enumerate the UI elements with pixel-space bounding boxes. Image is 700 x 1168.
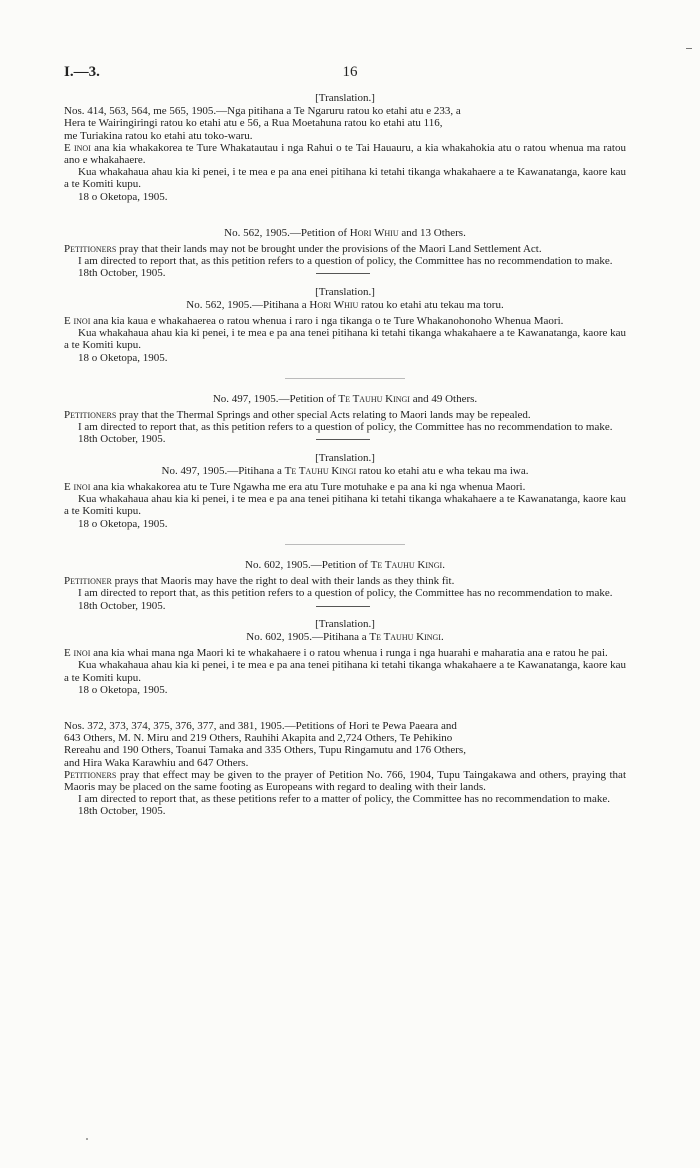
section-title: No. 497, 1905.—Petition of Te Tauhu Kingi and 49 Others. xyxy=(212,392,478,405)
date-line: 18th October, 1905. xyxy=(78,599,166,612)
title-line: 643 Others, M. N. Miru and 219 Others, Rauhihi Akapita and 2,724 Others, Te Pehikino xyxy=(64,732,453,745)
paragraph xyxy=(64,315,626,327)
section-title: No. 602, 1905.—Petition of Te Tauhu Kingi. xyxy=(245,558,445,571)
paragraph-lead: E inoi xyxy=(64,141,91,154)
paragraph xyxy=(64,409,626,421)
petitioner-name: Hori Whiu xyxy=(349,226,399,239)
paragraph-text: pray that the Thermal Springs and other special Acts relating to Maori lands may be repealed. xyxy=(116,409,531,422)
paragraph-text: ana kia whakakorea atu te Ture Ngawha me era atu Ture motuhake e pa ana ki nga whenua Maori. xyxy=(90,481,526,494)
section-414-translation xyxy=(64,92,626,203)
date-line: 18 o Oketopa, 1905. xyxy=(78,517,168,530)
petitioner-name: Hori Whiu xyxy=(309,298,359,311)
section-562 xyxy=(64,227,626,364)
paragraph-lead: E inoi xyxy=(64,315,91,328)
page-content xyxy=(64,92,626,818)
paragraph xyxy=(64,587,626,599)
paragraph-text: Kua whakahaua ahau kia ki penei, i te mea e pa ana tenei pitihana ki tetahi tikanga whakahaere a te Kawanatanga, kaore kau a te Komiti kupu. xyxy=(64,327,626,352)
paragraph-lead: Petitioners xyxy=(64,243,117,256)
short-divider xyxy=(316,439,370,440)
title-line: me Turiakina ratou ko etahi atu toko-waru. xyxy=(64,129,253,142)
translation-title: No. 497, 1905.—Pitihana a Te Tauhu Kingi ratou ko etahi atu e wha tekau ma iwa. xyxy=(161,464,529,477)
page-number: 16 xyxy=(342,64,358,80)
date-line: 18th October, 1905. xyxy=(78,267,166,280)
section-title: No. 562, 1905.—Petition of Hori Whiu and 13 Others. xyxy=(224,226,466,239)
section-372-381 xyxy=(64,720,626,818)
paragraph-text: Kua whakahaua ahau kia ki penei, i te mea e pa ana enei pitihana ki tetahi tikanga whakahaere a te Kawanatanga, kaore kau a te Komiti kupu. xyxy=(64,166,626,191)
paragraph-text: prays that Maoris may have the right to deal with their lands as they think fit. xyxy=(111,575,455,588)
paragraph-text: pray that effect may be given to the prayer of Petition No. 766, 1904, Tupu Taingakawa and others, praying that Maoris may be placed on the same footing as Europeans with regard to dealing with their lands. xyxy=(64,768,626,793)
paragraph xyxy=(64,647,626,659)
paragraph xyxy=(64,659,626,683)
paragraph-lead: Petitioners xyxy=(64,409,117,422)
paragraph-lead: Petitioner xyxy=(64,575,112,588)
translation-label: [Translation.] xyxy=(315,92,375,104)
date-line: 18 o Oketopa, 1905. xyxy=(78,351,168,364)
paragraph-lead: Petitioners xyxy=(64,768,117,781)
section-497 xyxy=(64,393,626,530)
paragraph xyxy=(64,255,626,267)
paragraph xyxy=(64,142,626,166)
translation-title: No. 562, 1905.—Pitihana a Hori Whiu ratou ko etahi atu tekau ma toru. xyxy=(186,298,504,311)
paragraph xyxy=(64,481,626,493)
paragraph-text: ana kia whai mana nga Maori ki te whakahaere i o ratou whenua i runga i nga huarahi e maharatia ana e ratou he pai. xyxy=(90,647,608,660)
petitioner-name: Te Tauhu Kingi xyxy=(284,464,357,477)
petitioner-name: Te Tauhu Kingi xyxy=(370,558,443,571)
paragraph-text: I am directed to report that, as this petition refers to a question of policy, the Committee has no recommendation to make. xyxy=(78,255,613,268)
document-code: I.—3. xyxy=(64,64,100,80)
section-title xyxy=(64,105,626,142)
petitioner-name: Te Tauhu Kingi xyxy=(369,630,441,643)
date-line: 18 o Oketopa, 1905. xyxy=(78,683,168,696)
paragraph-text: Kua whakahaua ahau kia ki penei, i te mea e pa ana tenei pitihana ki tetahi tikanga whakahaere a te Kawanatanga, kaore kau a te Komiti kupu. xyxy=(64,659,626,684)
paragraph-text: I am directed to report that, as these petitions refer to a matter of policy, the Committee has no recommendation to make. xyxy=(78,793,611,806)
petitioner-name: Te Tauhu Kingi xyxy=(338,392,410,405)
title-line: Rereahu and 190 Others, Toanui Tamaka and 335 Others, Tupu Ringamutu and 176 Others, xyxy=(64,744,466,757)
paragraph-text: ana kia whakakorea te Ture Whakatautau i nga Rahui o te Tai Hauauru, a kia whakahokia atu o ratou whenua ma ratou ano e whakahaere. xyxy=(64,141,626,167)
translation-label: [Translation.] xyxy=(315,285,375,298)
edge-mark xyxy=(686,48,692,49)
paragraph-text: ana kia kaua e whakahaerea o ratou whenua i raro i nga tikanga o te Ture Whakanohonoho Whenua Maori. xyxy=(90,315,564,328)
edge-mark xyxy=(86,1138,88,1140)
date-line: 18 o Oketopa, 1905. xyxy=(78,190,168,203)
translation-label: [Translation.] xyxy=(315,451,375,464)
paragraph-lead: E inoi xyxy=(64,647,91,660)
paragraph xyxy=(64,769,626,793)
date-line: 18th October, 1905. xyxy=(78,805,166,818)
paragraph xyxy=(64,793,626,805)
paragraph-lead: E inoi xyxy=(64,481,91,494)
section-602 xyxy=(64,559,626,696)
title-line: Nos. 372, 373, 374, 375, 376, 377, and 381, 1905.—Petitions of Hori te Pewa Paeara and xyxy=(64,719,457,732)
paragraph xyxy=(64,421,626,433)
paragraph-text: I am directed to report that, as this petition refers to a question of policy, the Committee has no recommendation to make. xyxy=(78,587,613,600)
paragraph-text: I am directed to report that, as this petition refers to a question of policy, the Committee has no recommendation to make. xyxy=(78,421,613,434)
paragraph-text: pray that their lands may not be brought under the provisions of the Maori Land Settlement Act. xyxy=(116,243,542,256)
paragraph xyxy=(64,575,626,587)
short-divider xyxy=(316,273,370,274)
title-line: and Hira Waka Karawhiu and 647 Others. xyxy=(64,756,249,769)
translation-title: No. 602, 1905.—Pitihana a Te Tauhu Kingi. xyxy=(246,630,444,643)
paragraph xyxy=(64,243,626,255)
title-line: Hera te Wairingiringi ratou ko etahi atu e 56, a Rua Moetahuna ratou ko etahi atu 116, xyxy=(64,117,443,130)
paragraph xyxy=(64,327,626,351)
short-divider xyxy=(316,606,370,607)
paragraph xyxy=(64,493,626,517)
translation-label: [Translation.] xyxy=(315,617,375,630)
paragraph-text: Kua whakahaua ahau kia ki penei, i te mea e pa ana tenei pitihana ki tetahi tikanga whakahaere a te Kawanatanga, kaore kau a te Komiti kupu. xyxy=(64,493,626,518)
date-line: 18th October, 1905. xyxy=(78,433,166,446)
section-title xyxy=(64,720,626,769)
paragraph xyxy=(64,166,626,190)
title-line: Nos. 414, 563, 564, me 565, 1905.—Nga pitihana a Te Ngaruru ratou ko etahi atu e 233, a xyxy=(64,105,461,118)
